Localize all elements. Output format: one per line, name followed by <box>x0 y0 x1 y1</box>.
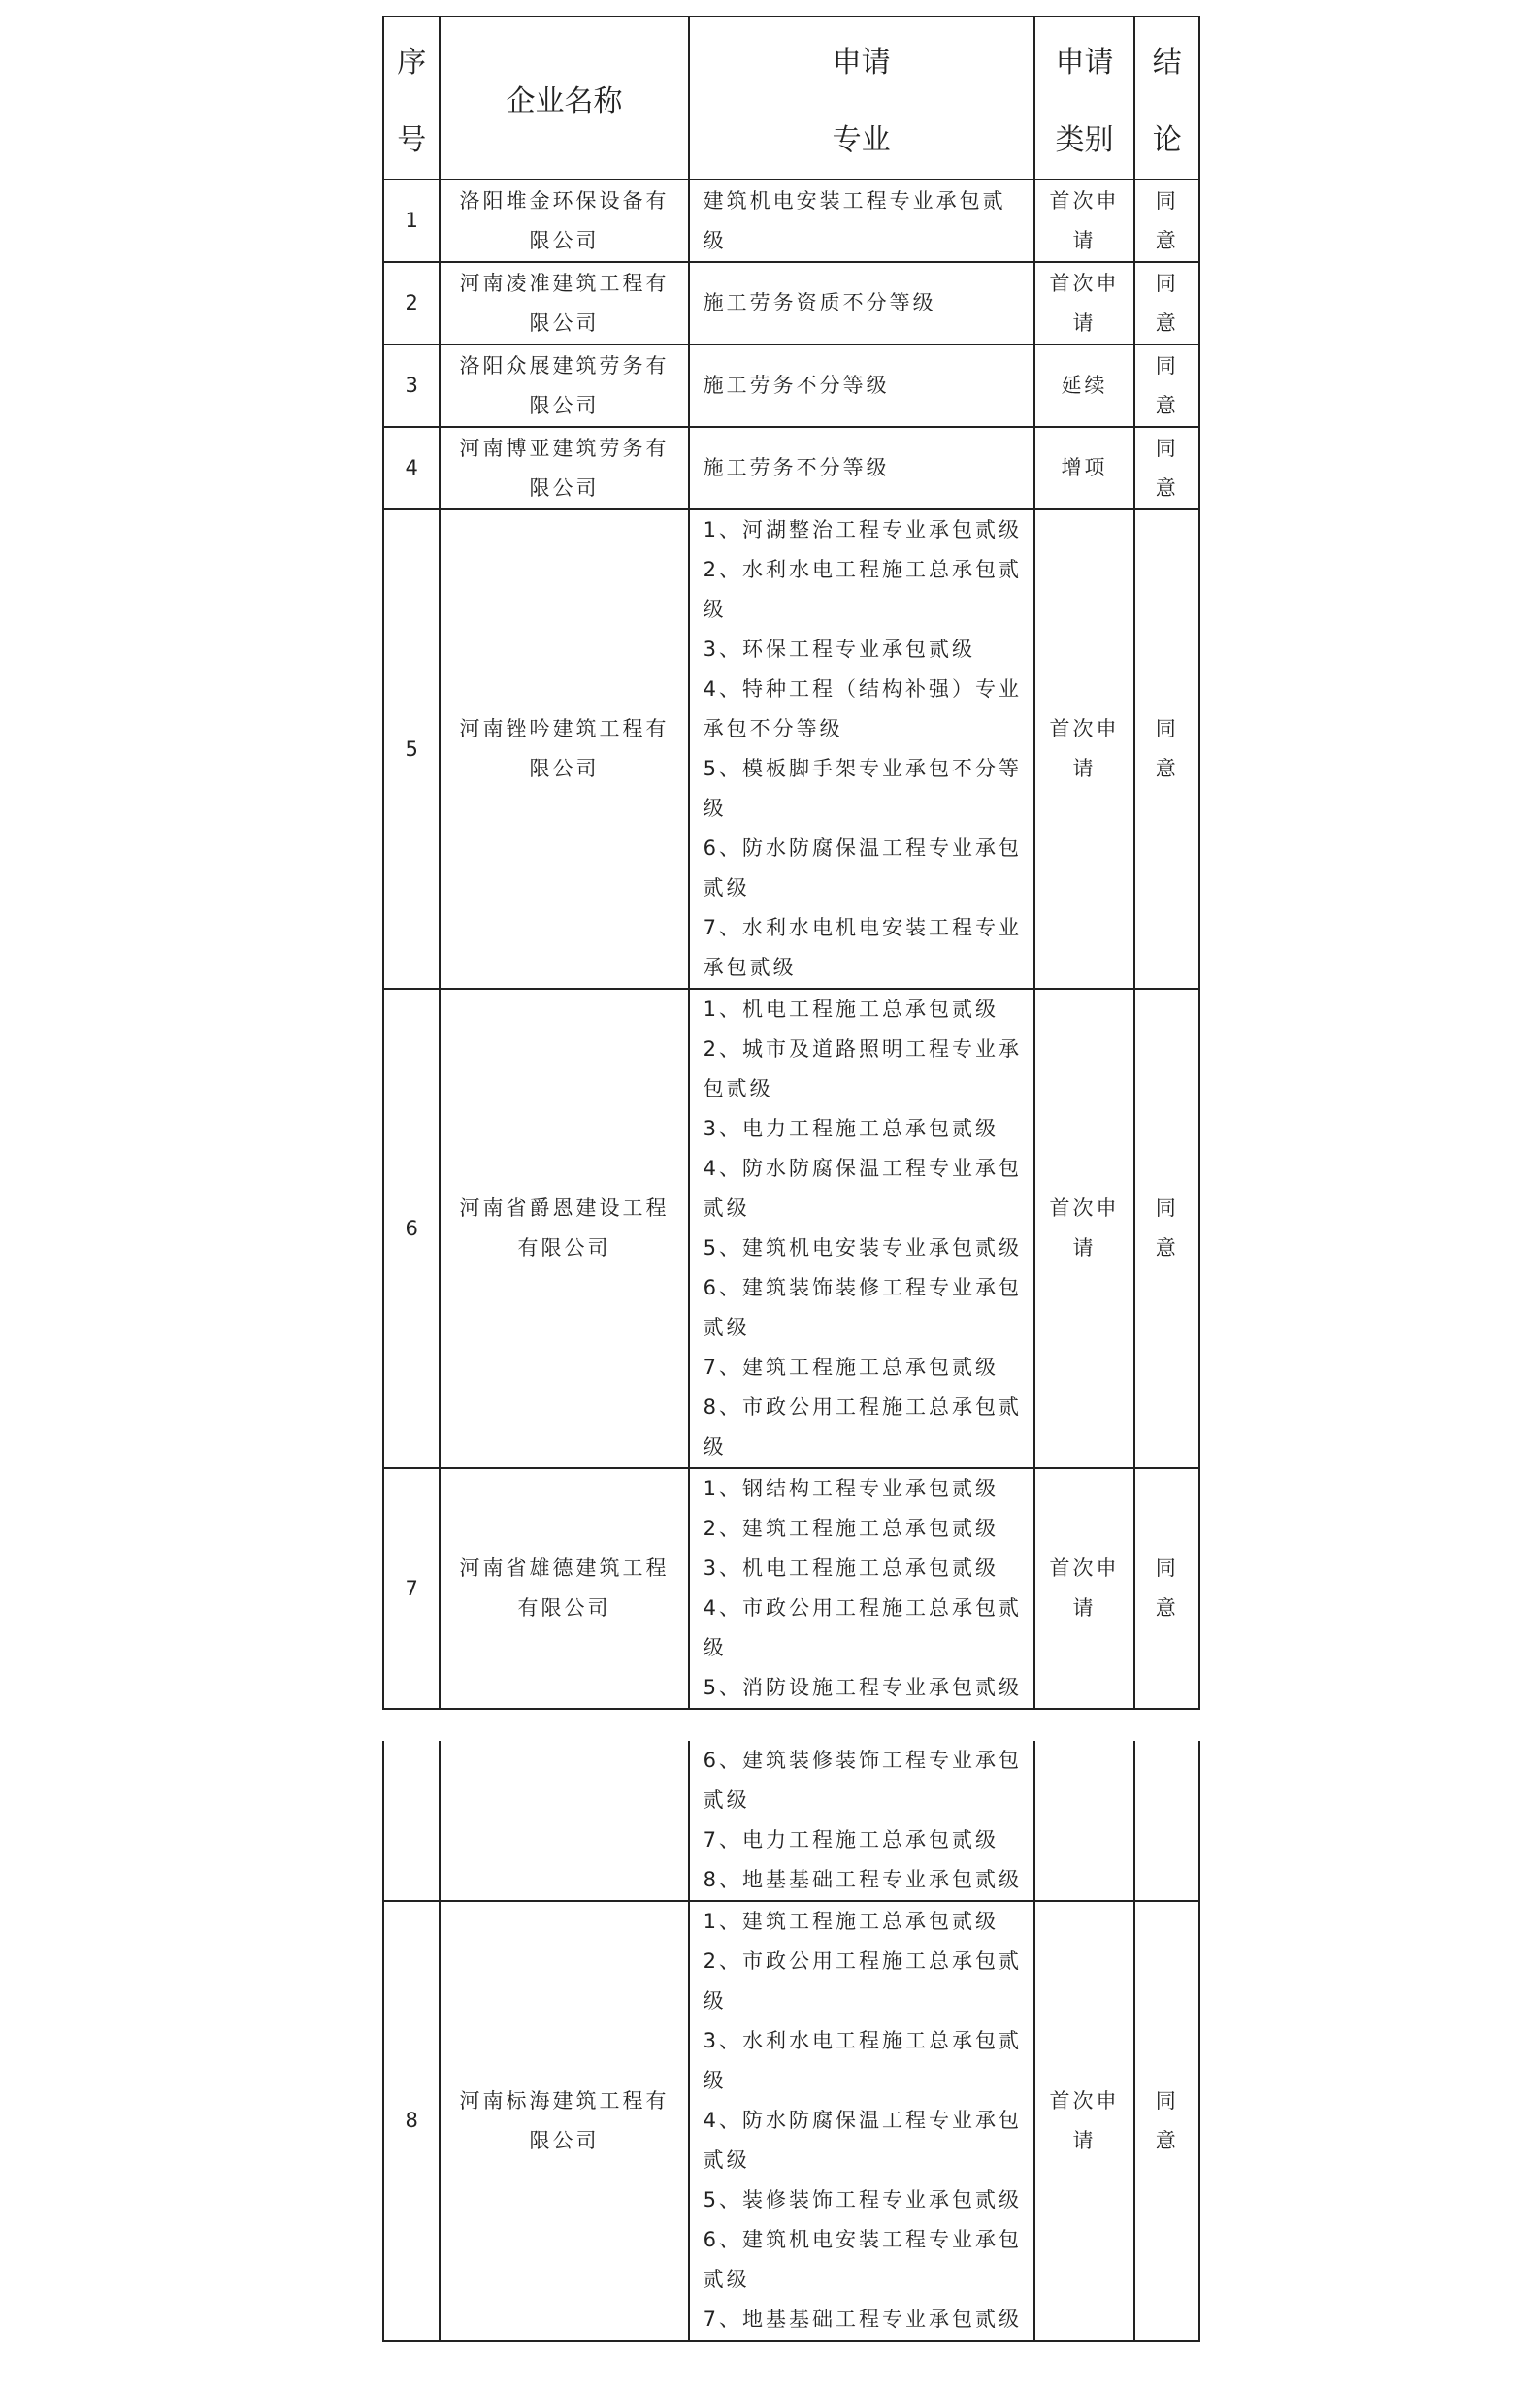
header-seq <box>383 16 440 180</box>
cell-seq: 4 <box>383 427 440 509</box>
major-item: 4、特种工程（结构补强）专业承包不分等级 <box>703 677 1022 740</box>
header-result-line1: 结 <box>1152 46 1182 80</box>
table-row <box>383 180 1199 262</box>
header-result-line2: 论 <box>1152 123 1182 157</box>
table-row <box>383 427 1199 509</box>
qualification-table-continued <box>382 1741 1200 2342</box>
table-row <box>383 989 1199 1468</box>
cell-company-name: 河南省雄德建筑工程有限公司 <box>440 1468 688 1709</box>
cell-company-name <box>440 1741 688 1901</box>
cell-company-name: 河南标海建筑工程有限公司 <box>440 1901 688 2341</box>
cell-majors <box>689 1741 1034 1901</box>
table-body <box>383 180 1199 1709</box>
major-item: 6、防水防腐保温工程专业承包贰级 <box>703 836 1022 900</box>
cell-seq <box>383 1741 440 1901</box>
cell-seq: 1 <box>383 180 440 262</box>
cell-company-name: 洛阳堆金环保设备有限公司 <box>440 180 688 262</box>
header-seq-line2: 号 <box>397 123 427 157</box>
cell-category: 延续 <box>1034 344 1135 427</box>
table-row <box>383 509 1199 989</box>
cell-category: 首次申请 <box>1034 1468 1135 1709</box>
major-item: 建筑机电安装工程专业承包贰级 <box>703 188 1006 252</box>
cell-seq: 6 <box>383 989 440 1468</box>
major-item: 7、建筑工程施工总承包贰级 <box>703 1356 999 1379</box>
major-item: 2、城市及道路照明工程专业承包贰级 <box>703 1037 1022 1100</box>
cell-majors <box>689 1468 1034 1709</box>
cell-result: 同意 <box>1134 1901 1199 2341</box>
major-item: 施工劳务不分等级 <box>703 374 890 397</box>
table-body-continued <box>383 1741 1199 2341</box>
major-item: 1、河湖整治工程专业承包贰级 <box>703 518 1022 541</box>
cell-majors <box>689 427 1034 509</box>
cell-category: 首次申请 <box>1034 262 1135 344</box>
major-item: 施工劳务不分等级 <box>703 456 890 479</box>
cell-result: 同意 <box>1134 427 1199 509</box>
major-item: 施工劳务资质不分等级 <box>703 291 936 314</box>
major-item: 7、电力工程施工总承包贰级 <box>703 1828 999 1851</box>
cell-majors <box>689 180 1034 262</box>
major-item: 7、水利水电机电安装工程专业承包贰级 <box>703 916 1022 979</box>
cell-category: 首次申请 <box>1034 989 1135 1468</box>
major-item: 1、建筑工程施工总承包贰级 <box>703 1910 999 1933</box>
cell-company-name: 河南锉吟建筑工程有限公司 <box>440 509 688 989</box>
major-item: 3、电力工程施工总承包贰级 <box>703 1117 999 1140</box>
major-item: 3、机电工程施工总承包贰级 <box>703 1556 999 1580</box>
cell-result: 同意 <box>1134 262 1199 344</box>
cell-result: 同意 <box>1134 1468 1199 1709</box>
cell-seq: 2 <box>383 262 440 344</box>
cell-majors <box>689 509 1034 989</box>
cell-category: 增项 <box>1034 427 1135 509</box>
header-result <box>1134 16 1199 180</box>
major-item: 5、建筑机电安装专业承包贰级 <box>703 1236 1022 1260</box>
header-major <box>689 16 1034 180</box>
cell-category <box>1034 1741 1135 1901</box>
cell-majors <box>689 1901 1034 2341</box>
header-company-name: 企业名称 <box>440 16 688 180</box>
cell-result <box>1134 1741 1199 1901</box>
major-item: 8、地基基础工程专业承包贰级 <box>703 1868 1022 1891</box>
table-row-continuation <box>383 1741 1199 1901</box>
header-category-line2: 类别 <box>1055 123 1114 157</box>
table-row <box>383 1901 1199 2341</box>
major-item: 5、模板脚手架专业承包不分等级 <box>703 757 1022 820</box>
cell-company-name: 洛阳众展建筑劳务有限公司 <box>440 344 688 427</box>
major-item: 2、市政公用工程施工总承包贰级 <box>703 1949 1022 2013</box>
cell-majors <box>689 262 1034 344</box>
cell-company-name: 河南省爵恩建设工程有限公司 <box>440 989 688 1468</box>
cell-result: 同意 <box>1134 180 1199 262</box>
major-item: 6、建筑机电安装工程专业承包贰级 <box>703 2228 1022 2291</box>
cell-majors <box>689 344 1034 427</box>
major-item: 4、市政公用工程施工总承包贰级 <box>703 1596 1022 1659</box>
qualification-table <box>382 16 1200 1710</box>
header-category-line1: 申请 <box>1055 46 1114 80</box>
major-item: 6、建筑装饰装修工程专业承包贰级 <box>703 1276 1022 1339</box>
cell-category: 首次申请 <box>1034 509 1135 989</box>
cell-seq: 7 <box>383 1468 440 1709</box>
table-row <box>383 344 1199 427</box>
major-item: 4、防水防腐保温工程专业承包贰级 <box>703 1157 1022 1220</box>
major-item: 5、装修装饰工程专业承包贰级 <box>703 2188 1022 2211</box>
table-row <box>383 262 1199 344</box>
major-item: 5、消防设施工程专业承包贰级 <box>703 1676 1022 1699</box>
cell-majors <box>689 989 1034 1468</box>
major-item: 1、钢结构工程专业承包贰级 <box>703 1477 999 1500</box>
cell-company-name: 河南凌准建筑工程有限公司 <box>440 262 688 344</box>
cell-seq: 5 <box>383 509 440 989</box>
major-item: 6、建筑装修装饰工程专业承包贰级 <box>703 1749 1022 1812</box>
cell-seq: 8 <box>383 1901 440 2341</box>
major-item: 7、地基基础工程专业承包贰级 <box>703 2308 1022 2331</box>
major-item: 8、市政公用工程施工总承包贰级 <box>703 1395 1022 1458</box>
header-major-line1: 申请 <box>832 46 891 80</box>
major-item: 2、水利水电工程施工总承包贰级 <box>703 558 1022 621</box>
major-item: 2、建筑工程施工总承包贰级 <box>703 1517 999 1540</box>
major-item: 3、环保工程专业承包贰级 <box>703 638 975 661</box>
cell-seq: 3 <box>383 344 440 427</box>
table-header-row <box>383 16 1199 180</box>
cell-result: 同意 <box>1134 989 1199 1468</box>
major-item: 4、防水防腐保温工程专业承包贰级 <box>703 2109 1022 2172</box>
table-row <box>383 1468 1199 1709</box>
cell-result: 同意 <box>1134 344 1199 427</box>
cell-company-name: 河南博亚建筑劳务有限公司 <box>440 427 688 509</box>
header-category <box>1034 16 1135 180</box>
cell-category: 首次申请 <box>1034 180 1135 262</box>
major-item: 1、机电工程施工总承包贰级 <box>703 998 999 1021</box>
cell-category: 首次申请 <box>1034 1901 1135 2341</box>
major-item: 3、水利水电工程施工总承包贰级 <box>703 2029 1022 2092</box>
cell-result: 同意 <box>1134 509 1199 989</box>
header-major-line2: 专业 <box>832 123 891 157</box>
header-seq-line1: 序 <box>397 46 427 80</box>
